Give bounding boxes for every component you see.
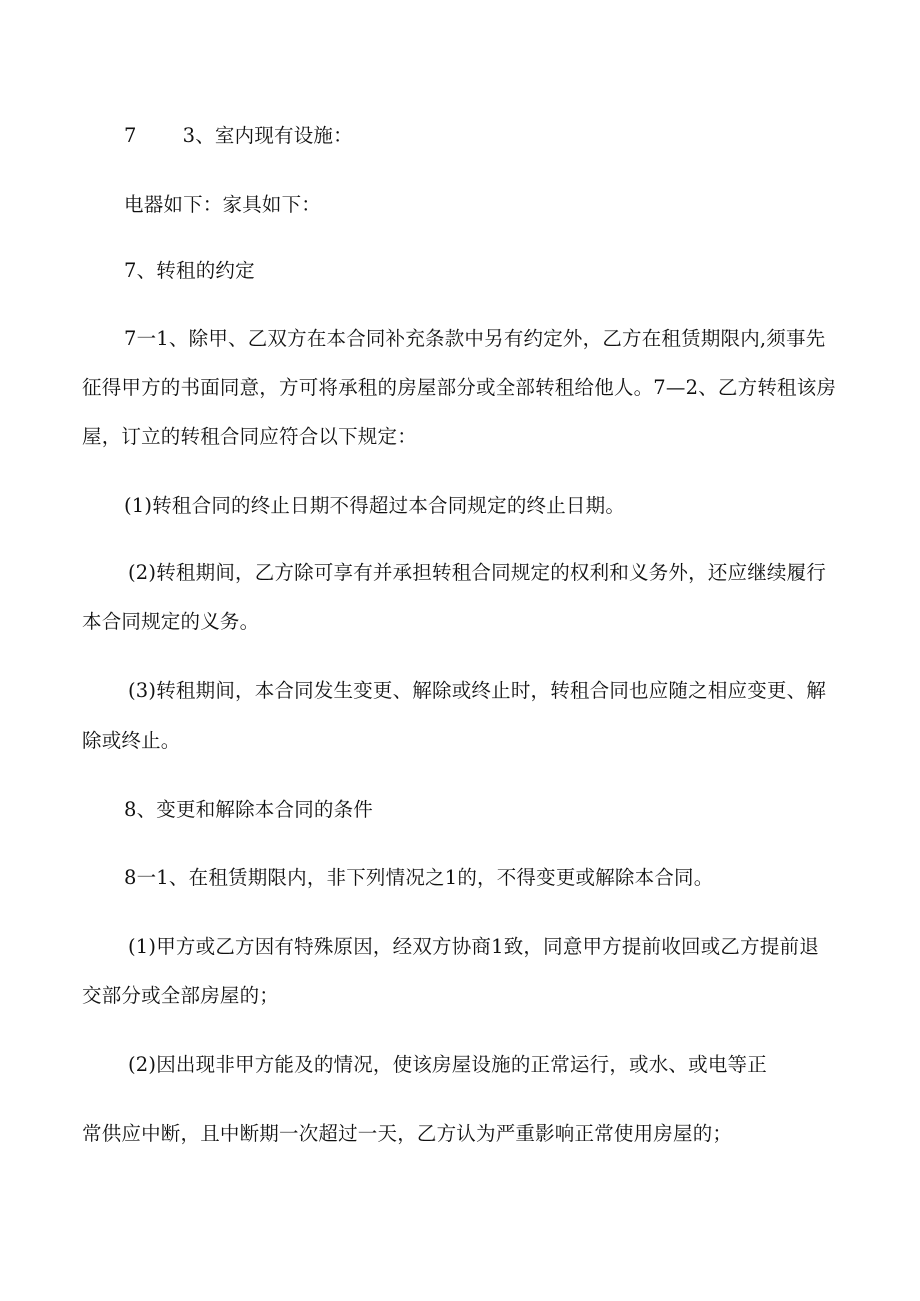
item-8-1-line-2: 交部分或全部房屋的； — [82, 984, 280, 1007]
clause-8-1-line: 8一1、在租赁期限内，非下列情况之1的，不得变更或解除本合同。 — [124, 866, 714, 889]
item-3-line-1: (3)转租期间，本合同发生变更、解除或终止时，转租合同也应随之相应变更、解 — [128, 679, 827, 702]
section-7-3-line — [124, 124, 353, 148]
item-8-2-line-2: 常供应中断，且中断期一次超过一天，乙方认为严重影响正常使用房屋的； — [82, 1122, 733, 1145]
section-number: 7 — [124, 124, 137, 147]
clause-7-1-line-2: 征得甲方的书面同意，方可将承租的房屋部分或全部转租给他人。7—2、乙方转租该房 — [82, 376, 837, 399]
section-8-heading: 8、变更和解除本合同的条件 — [124, 798, 374, 821]
item-8-1-line-1: (1)甲方或乙方因有特殊原因，经双方协商1致，同意甲方提前收回或乙方提前退 — [128, 935, 819, 958]
item-2-line-2: 本合同规定的义务。 — [82, 610, 260, 633]
clause-7-1-line-1: 7一1、除甲、乙双方在本合同补充条款中另有约定外，乙方在租赁期限内,须事先 — [124, 327, 826, 350]
clause-7-1-line-3: 屋，订立的转租合同应符合以下规定： — [82, 425, 417, 448]
section-7-heading: 7、转租的约定 — [124, 259, 255, 282]
item-2-line-1: (2)转租期间，乙方除可享有并承担转租合同规定的权利和义务外，还应继续履行 — [128, 561, 827, 584]
item-8-2-line-1: (2)因出现非甲方能及的情况，使该房屋设施的正常运行，或水、或电等正 — [128, 1053, 767, 1076]
section-title: 3、室内现有设施： — [182, 124, 353, 147]
appliances-furniture-line: 电器如下：家具如下： — [124, 193, 322, 216]
item-3-line-2: 除或终止。 — [82, 729, 181, 752]
item-1-line: (1)转租合同的终止日期不得超过本合同规定的终止日期。 — [124, 494, 626, 517]
